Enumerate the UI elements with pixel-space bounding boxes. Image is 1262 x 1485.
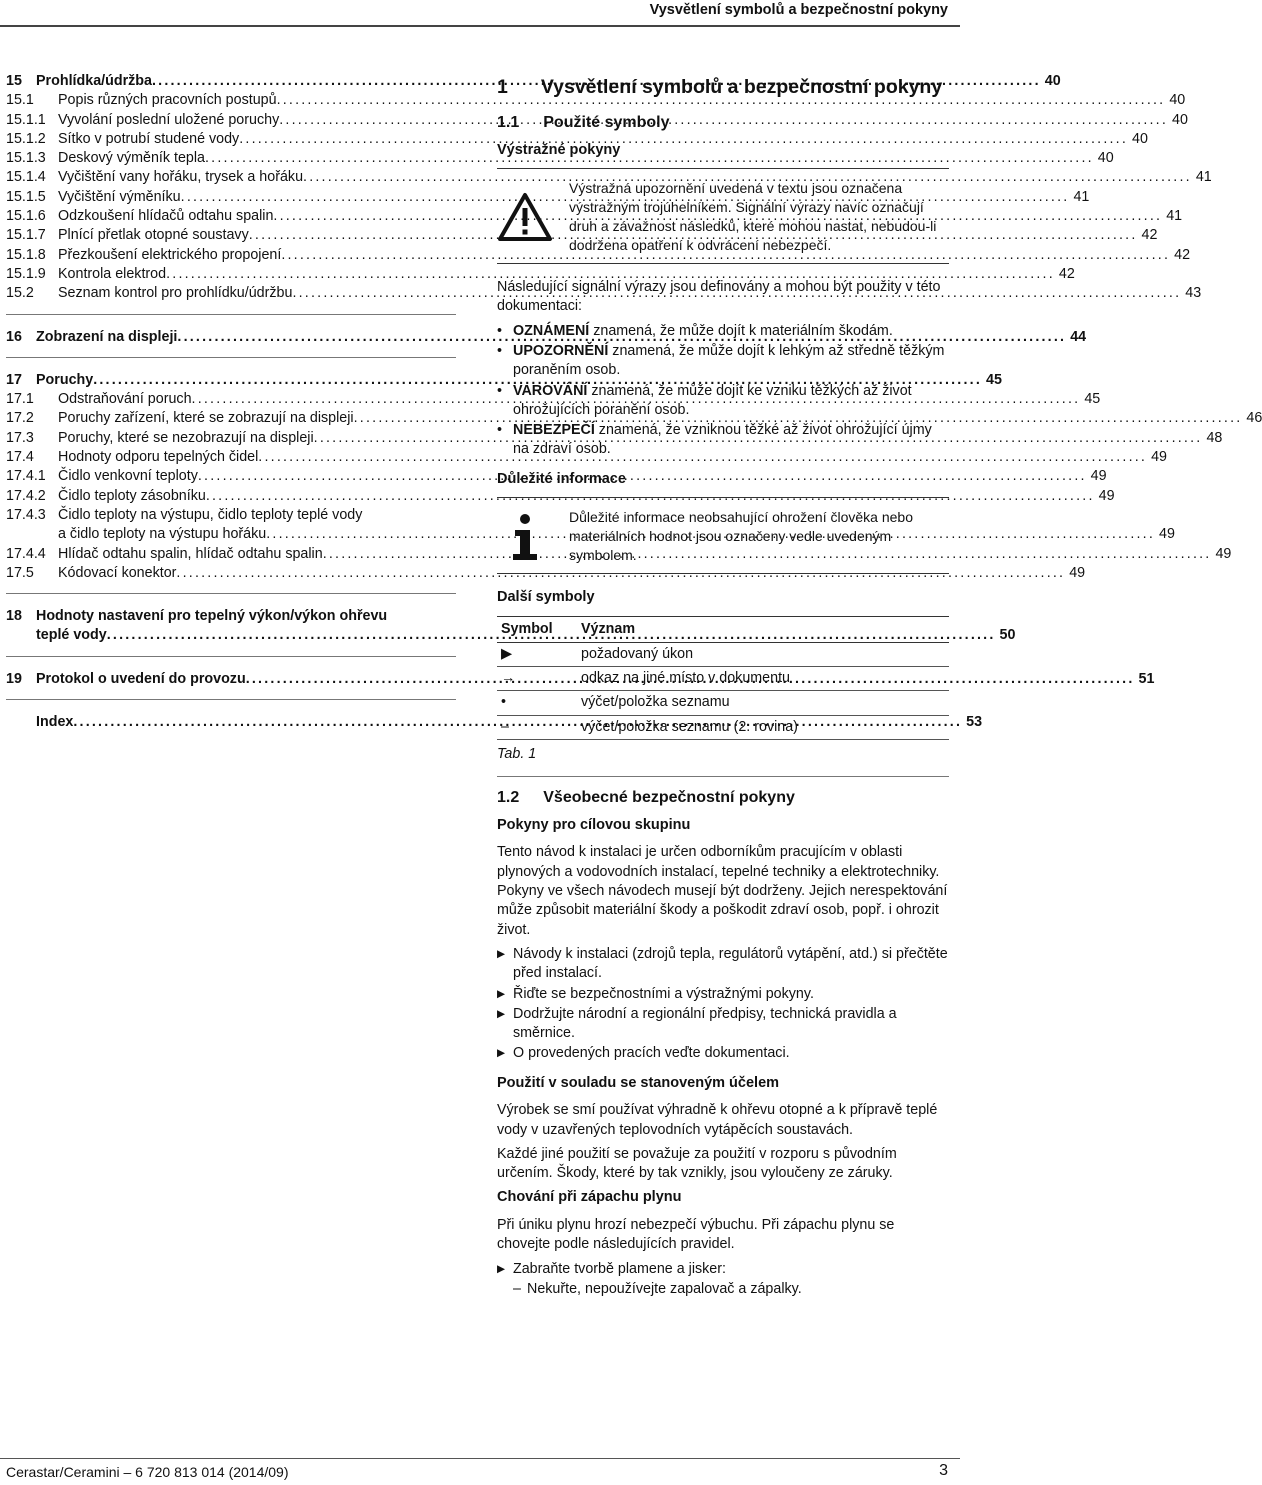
gas-action-item: ▶ Zabraňte tvorbě plamene a jisker:	[497, 1260, 949, 1279]
toc-number: 15.1.8	[6, 246, 46, 263]
toc-page: 40	[1044, 73, 1061, 89]
toc-entry[interactable]	[6, 448, 1167, 467]
table-cell-meaning: odkaz na jiné místo v dokumentu	[577, 667, 949, 691]
main-content	[497, 74, 949, 1303]
toc-page: 49	[1151, 449, 1167, 466]
signal-description: znamená, že může dojít ke vzniku těžkých až život ohrožujících poranění osob.	[513, 382, 912, 418]
toc-page: 44	[1070, 328, 1087, 345]
toc-title: Poruchy zařízení, které se zobrazují na displeji	[58, 410, 354, 427]
toc-title: Seznam kontrol pro prohlídku/údržbu	[58, 285, 293, 302]
signal-word-list	[497, 322, 949, 460]
signal-word: UPOZORNĚNÍ	[513, 342, 609, 359]
toc-divider	[6, 699, 456, 700]
table-header-symbol: Symbol	[497, 616, 577, 642]
toc-number: 15.1.2	[6, 130, 46, 147]
table-cell-symbol: •	[497, 691, 577, 715]
toc-number: 16	[6, 328, 22, 345]
toc-number: 17.4	[6, 449, 34, 466]
toc-divider	[6, 357, 456, 358]
toc-title: Vyčištění vany hořáku, trysek a hořáku	[58, 169, 304, 186]
table-row	[497, 715, 949, 739]
toc-title: Deskový výměník tepla	[58, 150, 205, 167]
page-header-title: Vysvětlení symbolů a bezpečnostní pokyny	[649, 2, 948, 18]
info-box	[497, 497, 949, 574]
toc-number: 17.4.3	[6, 506, 46, 523]
toc-page: 49	[1098, 487, 1115, 504]
toc-title: Poruchy, které se nezobrazují na displeji	[58, 429, 314, 446]
toc-divider	[6, 656, 456, 657]
toc-entry[interactable]	[6, 168, 1212, 187]
toc-title: Poruchy	[36, 371, 94, 388]
info-icon	[497, 508, 553, 565]
toc-number: 15.1.5	[6, 188, 46, 205]
signal-description: znamená, že může dojít k materiálním škodám.	[589, 322, 893, 339]
section-heading-1-1	[497, 112, 949, 134]
toc-title: Vyčištění výměníku	[58, 188, 181, 205]
toc-page: 49	[1215, 545, 1232, 562]
signal-word-item	[497, 421, 949, 460]
target-group-text: Tento návod k instalaci je určen odborníkům pracujícím v oblasti plynových a vodovodních instalací, tepelné techniky a elektrotechniky. Pokyny ve všech návodech musejí být dodrženy. Jejich nerespektování může způsobit materiální škody a poškodit zdraví osob, popř. i ohrozit život.	[497, 844, 948, 938]
toc-number: 15.1.3	[6, 150, 46, 167]
toc-number: 17.3	[6, 429, 34, 446]
action-item: ▶ Dodržujte národní a regionální předpisy, technická pravidla a směrnice.	[497, 1005, 949, 1044]
toc-title: Kódovací konektor	[58, 564, 177, 581]
toc-number: 17.4.2	[6, 487, 46, 504]
toc-number: 17	[6, 371, 22, 388]
toc-title: Sítko v potrubí studené vody	[58, 130, 240, 147]
warning-triangle-icon	[497, 179, 553, 255]
toc-title: Čidlo venkovní teploty	[58, 468, 198, 485]
toc-number: 15.1.7	[6, 227, 46, 244]
section-number: 1.2	[497, 789, 520, 807]
toc-number: 15.1	[6, 92, 34, 109]
toc-divider	[6, 314, 456, 315]
toc-page: 45	[1084, 391, 1101, 408]
table-cell-meaning: výčet/položka seznamu	[577, 691, 949, 715]
toc-entry[interactable]	[6, 371, 1002, 390]
signal-word: NEBEZPEČÍ	[513, 422, 595, 439]
toc-title-continuation: a čidlo teploty na výstupu hořáku	[58, 526, 267, 543]
table-row	[497, 642, 949, 666]
toc-page: 40	[1097, 150, 1114, 167]
toc-title: Čidlo teploty na výstupu, čidlo teploty teplé vody	[58, 506, 363, 523]
warning-box-text: Výstražná upozornění uvedená v textu jsou označena výstražným trojúhelníkem. Signální výrazy navíc označují druh a závažnost následků, které mohou nastat, nebudou-li dodržena opatření k odvrácení nebezpečí.	[569, 180, 937, 254]
toc-entry[interactable]	[6, 188, 1090, 207]
section-title: Vysvětlení symbolů a bezpečnostní pokyny	[540, 76, 943, 98]
toc-entry[interactable]	[6, 564, 1086, 583]
toc-number: 18	[6, 608, 22, 625]
toc-entry[interactable]	[6, 246, 1191, 265]
toc-title: Kontrola elektrod	[58, 265, 167, 282]
toc-number: 15.1.4	[6, 169, 46, 186]
footer-divider	[0, 1458, 960, 1459]
toc-title: Vyvolání poslední uložené poruchy	[58, 111, 280, 128]
toc-page: 42	[1058, 265, 1075, 282]
toc-title: Čidlo teploty zásobníku	[58, 487, 206, 504]
section-heading-1-2	[497, 787, 949, 809]
toc-number: 17.5	[6, 564, 34, 581]
signal-word-item	[497, 342, 949, 381]
toc-entry[interactable]	[6, 91, 1186, 110]
toc-page: 41	[1073, 188, 1090, 205]
warning-box	[497, 168, 949, 264]
section-number: 1.1	[497, 114, 520, 132]
toc-entry-continuation[interactable]	[6, 525, 1175, 544]
toc-entry[interactable]	[6, 506, 456, 525]
toc-page: 48	[1206, 429, 1223, 446]
section-title: Všeobecné bezpečnostní pokyny	[543, 789, 795, 807]
toc-page: 49	[1159, 526, 1175, 543]
toc-entry[interactable]	[6, 487, 1115, 506]
target-actions-list	[497, 945, 949, 1064]
gas-smell-text: Při úniku plynu hrozí nebezpečí výbuchu. Při zápachu plynu se chovejte podle následujících pravidel.	[497, 1217, 895, 1253]
toc-page: 41	[1195, 169, 1212, 186]
toc-page: 51	[1138, 670, 1155, 687]
symbols-table	[497, 616, 949, 740]
toc-title: Zobrazení na displeji	[36, 328, 178, 345]
toc-page: 45	[986, 371, 1002, 388]
toc-number: 17.1	[6, 391, 34, 408]
toc-number: 17.2	[6, 410, 34, 427]
other-symbols-heading: Další symboly	[497, 588, 595, 605]
toc-title: Prohlídka/údržba	[36, 73, 152, 89]
table-cell-symbol: ▶	[497, 642, 577, 666]
toc-title: Popis různých pracovních postupů	[58, 92, 277, 109]
action-item: ▶ O provedených pracích veďte dokumentaci.	[497, 1044, 949, 1063]
signal-word-item	[497, 322, 949, 341]
toc-page: 49	[1069, 564, 1086, 581]
section-title: Použité symboly	[543, 114, 670, 132]
toc-page: 43	[1185, 285, 1202, 302]
toc-entry[interactable]	[6, 607, 456, 626]
toc-title: Hodnoty nastavení pro tepelný výkon/výkon ohřevu	[36, 608, 388, 625]
toc-title: Plnící přetlak otopné soustavy	[58, 227, 249, 244]
table-cell-symbol: →	[497, 667, 577, 691]
table-cell-symbol: –	[497, 715, 577, 739]
toc-entry[interactable]	[6, 409, 1262, 428]
info-heading: Důležité informace	[497, 470, 626, 487]
toc-title: Hlídač odtahu spalin, hlídač odtahu spalin	[58, 545, 323, 562]
toc-page: 53	[966, 714, 983, 731]
toc-number: 15.1.1	[6, 111, 46, 128]
section-heading-1	[497, 74, 949, 100]
toc-title: Protokol o uvedení do provozu	[36, 670, 246, 687]
toc-page: 42	[1141, 227, 1158, 244]
table-header-meaning: Význam	[577, 616, 949, 642]
header-divider	[0, 25, 960, 27]
signal-description: znamená, že může dojít k lehkým až středně těžkým poraněním osob.	[513, 342, 945, 379]
toc-number: 15.2	[6, 285, 34, 302]
toc-number: 15	[6, 73, 22, 89]
table-row	[497, 691, 949, 715]
table-cell-meaning: požadovaný úkon	[577, 642, 949, 666]
footer-document-id: Cerastar/Ceramini – 6 720 813 014 (2014/09)	[6, 1464, 289, 1480]
toc-page: 40	[1169, 92, 1186, 109]
action-item: ▶ Řiďte se bezpečnostními a výstražnými pokyny.	[497, 985, 949, 1004]
intended-use-text-1: Výrobek se smí používat výhradně k ohřevu otopné a k přípravě teplé vody v uzavřených teplovodních vytápěcích soustavách.	[497, 1102, 938, 1138]
toc-entry[interactable]	[6, 545, 1232, 564]
gas-smell-heading: Chování při zápachu plynu	[497, 1189, 682, 1206]
intended-use-text-2: Každé jiné použití se považuje za použití v rozporu s původním určením. Škody, které by tak vznikly, jsou vyloučeny ze záruky.	[497, 1145, 897, 1182]
target-group-heading: Pokyny pro cílovou skupinu	[497, 816, 691, 833]
toc-title: Přezkoušení elektrického propojení	[58, 246, 282, 263]
toc-title-continuation: teplé vody	[36, 627, 107, 644]
toc-page: 40	[1172, 111, 1188, 128]
toc-entry[interactable]	[6, 207, 1183, 226]
signal-word: OZNÁMENÍ	[513, 322, 590, 339]
toc-entry[interactable]	[6, 130, 1148, 149]
warnings-heading: Výstražné pokyny	[497, 141, 621, 158]
table-caption: Tab. 1	[497, 745, 537, 762]
action-item: ▶ Návody k instalaci (zdrojů tepla, regulátorů vytápění, atd.) si přečtěte před instalací.	[497, 945, 949, 984]
toc-page: 42	[1174, 246, 1191, 263]
toc-number: 15.1.6	[6, 208, 46, 225]
toc-entry[interactable]	[6, 265, 1075, 284]
toc-title: Odzkoušení hlídačů odtahu spalin	[58, 208, 274, 225]
toc-number: 17.4.1	[6, 468, 46, 485]
toc-divider	[6, 593, 456, 594]
toc-page: 49	[1090, 468, 1107, 485]
toc-page: 40	[1132, 130, 1148, 147]
toc-page: 46	[1246, 410, 1262, 427]
signal-description: znamená, že vzniknou těžké až život ohrožující újmy na zdraví osob.	[513, 422, 932, 458]
gas-subactions-list	[497, 1280, 949, 1299]
table-row	[497, 667, 949, 691]
footer-page-number: 3	[939, 1462, 948, 1479]
signal-word-item	[497, 382, 949, 421]
toc-number: 17.4.4	[6, 545, 46, 562]
info-box-text: Důležité informace neobsahující ohrožení člověka nebo materiálních hodnot jsou označeny vedle uvedeným symbolem.	[569, 509, 913, 564]
toc-page: 50	[999, 627, 1016, 644]
toc-number: 19	[6, 670, 22, 687]
gas-subaction-item: – Nekuřte, nepoužívejte zapalovač a zápalky.	[497, 1280, 949, 1299]
gas-actions-list	[497, 1260, 949, 1279]
section-number: 1	[497, 76, 508, 98]
toc-number: 15.1.9	[6, 265, 46, 282]
toc-entry[interactable]	[6, 226, 1158, 245]
signal-intro: Následující signální výrazy jsou definovány a mohou být použity v této dokumentaci:	[497, 279, 941, 315]
intended-use-heading: Použití v souladu se stanoveným účelem	[497, 1074, 780, 1091]
toc-title: Hodnoty odporu tepelných čidel	[58, 449, 259, 466]
table-cell-meaning: výčet/položka seznamu (2. rovina)	[577, 715, 949, 739]
toc-page: 41	[1166, 208, 1183, 225]
toc-title: Index	[36, 714, 74, 731]
signal-word: VAROVÁNÍ	[513, 382, 588, 399]
toc-title: Odstraňování poruch	[58, 391, 192, 408]
section-divider	[497, 776, 949, 777]
